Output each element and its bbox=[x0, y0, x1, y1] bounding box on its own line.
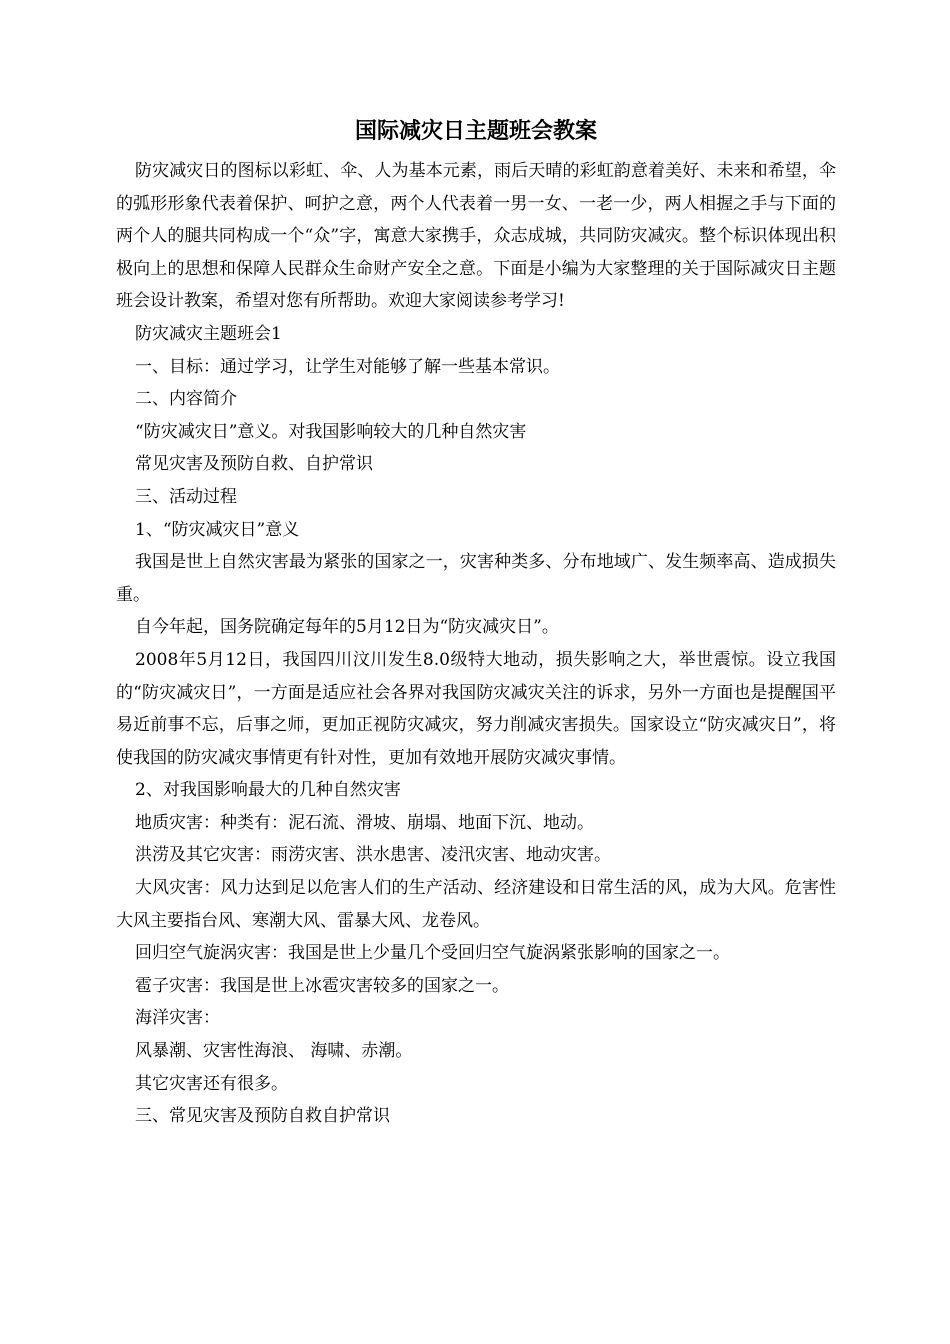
paragraph-goal: 一、目标：通过学习，让学生对能够了解一些基本常识。 bbox=[135, 356, 560, 377]
paragraph-subheading: 三、常见灾害及预防自救自护常识 bbox=[135, 1106, 390, 1127]
paragraph-body: 洪涝及其它灾害：雨涝灾害、洪水患害、凌汛灾害、地动灾害。 bbox=[135, 845, 611, 866]
paragraph-subheading: 1、“防灾减灾日”意义 bbox=[135, 519, 300, 540]
document-body bbox=[116, 155, 836, 1133]
paragraph-body: 雹子灾害：我国是世上冰雹灾害较多的国家之一。 bbox=[135, 975, 509, 996]
paragraph-body: 我国是世上自然灾害最为紧张的国家之一，灾害种类多、分布地域广、发生频率高、造成损失重。 bbox=[116, 552, 836, 605]
paragraph-body: 风暴潮、灾害性海浪、 海啸、赤潮。 bbox=[135, 1041, 413, 1062]
paragraph-body: 回归空气旋涡灾害：我国是世上少量几个受回归空气旋涡紧张影响的国家之一。 bbox=[135, 943, 730, 964]
paragraph-content-item: “防灾减灾日”意义。对我国影响较大的几种自然灾害 bbox=[135, 421, 527, 442]
paragraph-process-heading: 三、活动过程 bbox=[135, 486, 237, 507]
paragraph-body: 2008年5月12日，我国四川汶川发生8.0级特大地动，损失影响之大，举世震惊。设立我国的“防灾减灾日”，一方面是适应社会各界对我国防灾减灾关注的诉求，另外一方面也是提醒国平易近前事不忘，后事之师，更加正视防灾减灾，努力削减灾害损失。国家设立“防灾减灾日”，将使我国的防灾减灾事情更有针对性，更加有效地开展防灾减灾事情。 bbox=[116, 649, 836, 768]
paragraph-section-heading: 防灾减灾主题班会1 bbox=[135, 323, 282, 344]
document-title: 国际减灾日主题班会教案 bbox=[354, 119, 597, 144]
paragraph-body: 地质灾害：种类有：泥石流、滑坡、崩塌、地面下沉、地动。 bbox=[135, 812, 594, 833]
paragraph-content-item: 常见灾害及预防自救、自护常识 bbox=[135, 454, 373, 475]
paragraph-body: 海洋灾害： bbox=[135, 1008, 220, 1029]
paragraph-subheading: 2、对我国影响最大的几种自然灾害 bbox=[135, 780, 401, 801]
paragraph-body: 自今年起，国务院确定每年的5月12日为“防灾减灾日”。 bbox=[135, 617, 559, 638]
paragraph-intro: 防灾减灾日的图标以彩虹、伞、人为基本元素，雨后天晴的彩虹韵意着美好、未来和希望，伞的弧形形象代表着保护、呵护之意，两个人代表着一男一女、一老一少，两人相握之手与下面的两个人的腿共同构成一个“众”字，寓意大家携手，众志成城，共同防灾减灾。整个标识体现出积极向上的思想和保障人民群众生命财产安全之意。下面是小编为大家整理的关于国际减灾日主题班会设计教案，希望对您有所帮助。欢迎大家阅读参考学习! bbox=[116, 161, 836, 312]
paragraph-body: 大风灾害：风力达到足以危害人们的生产活动、经济建设和日常生活的风，成为大风。危害性大风主要指台风、寒潮大风、雷暴大风、龙卷风。 bbox=[116, 878, 836, 931]
document-page bbox=[116, 114, 836, 1133]
paragraph-body: 其它灾害还有很多。 bbox=[135, 1073, 288, 1094]
paragraph-content-heading: 二、内容简介 bbox=[135, 389, 237, 410]
